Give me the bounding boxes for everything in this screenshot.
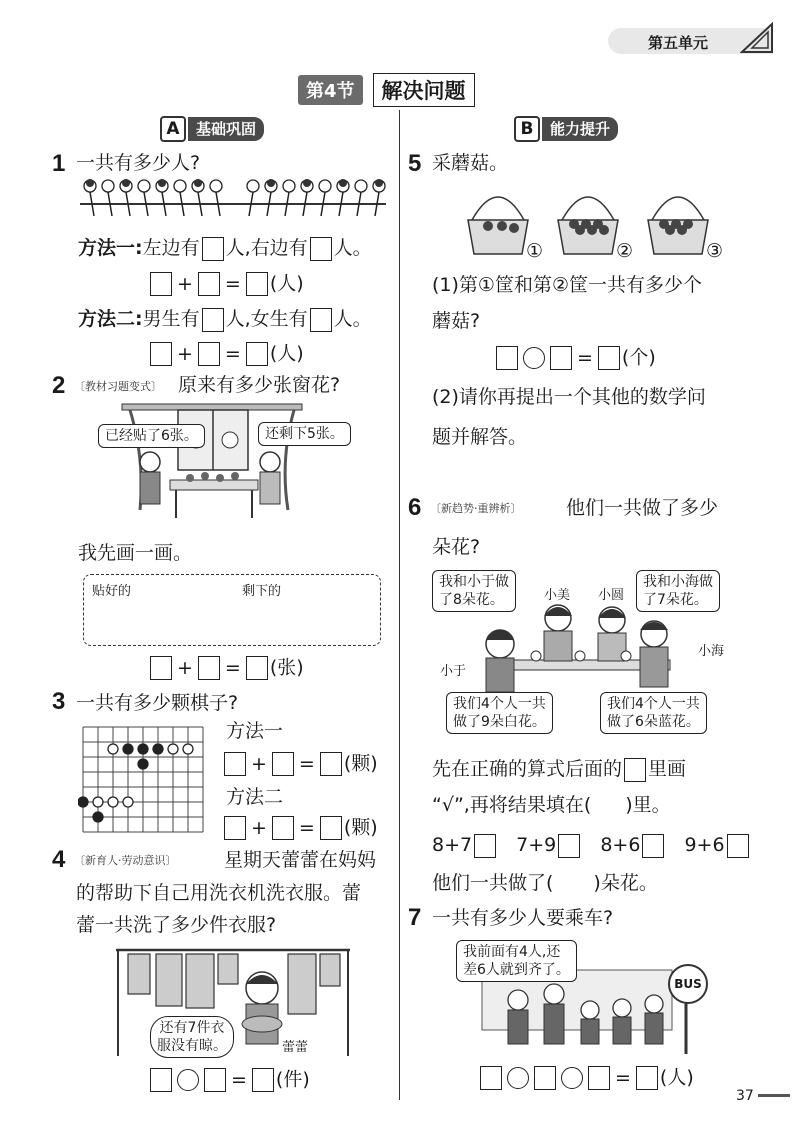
question-4-line-1: 星期天蕾蕾在妈妈 <box>224 849 377 871</box>
bubble-line-2: 服没有晾。 <box>157 1038 227 1054</box>
name-xiaoyuan: 小圆 <box>598 588 625 603</box>
answer-text: 他们一共做了( <box>432 872 554 894</box>
basket-3-label: ③ <box>706 240 724 262</box>
q1-method-2-line <box>78 306 372 332</box>
operator-circle[interactable] <box>523 347 545 369</box>
bus-sign <box>668 964 708 1004</box>
q1-m2-end-text: 人。 <box>333 308 372 330</box>
equals-sign: = <box>615 1066 631 1089</box>
operator-circle[interactable] <box>561 1067 583 1089</box>
q5-sub-1-line-2: 蘑菇? <box>432 310 481 332</box>
plus-sign: + <box>251 752 267 775</box>
speech-bubble-top-left <box>432 570 516 612</box>
q1-method-2-label: 方法二: <box>78 308 143 330</box>
question-1-text: 一共有多少人? <box>76 152 201 174</box>
q1-method-1-label: 方法一: <box>78 237 143 259</box>
question-6-tag: 〔新趋势·重辨析〕 <box>430 502 522 515</box>
answer-box[interactable] <box>150 272 172 296</box>
q5-sub-2-line-2: 题并解答。 <box>432 426 528 448</box>
speech-bubble-left: 已经贴了6张。 <box>98 424 205 448</box>
option-2-expression: 7+9 <box>516 834 557 856</box>
answer-box[interactable] <box>150 1068 172 1092</box>
question-4-line-3: 蕾一共洗了多少件衣服? <box>76 914 277 936</box>
answer-box[interactable] <box>198 272 220 296</box>
q2-equation <box>148 654 304 681</box>
bubble-line-1: 还有7件衣 <box>159 1020 225 1036</box>
section-number-badge: 第4节 <box>298 75 363 105</box>
bubble-line-2: 了7朵花。 <box>643 592 708 608</box>
q1-m2-left-text: 男生有 <box>142 308 200 330</box>
answer-box[interactable] <box>150 656 172 680</box>
answer-box[interactable] <box>246 272 268 296</box>
plus-sign: + <box>177 342 193 365</box>
unit-label: (个) <box>621 346 656 369</box>
instruction-text: 里画 <box>648 758 687 780</box>
example-box <box>624 758 646 782</box>
bubble-line-1: 我前面有4人,还 <box>463 944 561 960</box>
operator-circle[interactable] <box>177 1069 199 1091</box>
instruction-text: 先在正确的算式后面的 <box>432 758 623 780</box>
equals-sign: = <box>298 752 315 775</box>
equals-sign: = <box>231 1068 247 1091</box>
answer-box[interactable] <box>320 752 342 776</box>
bubble-line-1: 我们4个人一共 <box>453 696 546 712</box>
section-title <box>298 73 475 107</box>
plus-sign: + <box>177 656 193 679</box>
tug-of-war-illustration <box>78 178 388 220</box>
question-6-line-1: 他们一共做了多少 <box>566 497 719 519</box>
bubble-line-2: 差6人就到齐了。 <box>463 962 570 978</box>
answer-box[interactable] <box>636 1066 658 1090</box>
q5-sub-2-line-1: (2)请你再提出一个其他的数学问 <box>432 386 706 408</box>
section-a-header <box>160 116 264 142</box>
q1-m1-end-text: 人。 <box>333 237 372 259</box>
question-1-number: 1 <box>52 150 66 177</box>
q1-m1-mid-text: 人,右边有 <box>225 237 308 259</box>
character-name: 蕾蕾 <box>282 1040 309 1055</box>
answer-box[interactable] <box>202 308 224 332</box>
question-4-number: 4 <box>52 846 66 873</box>
bubble-line-2: 了8朵花。 <box>439 592 504 608</box>
speech-bubble <box>456 940 577 982</box>
go-board-illustration <box>78 722 208 842</box>
question-4-line-2: 的帮助下自己用洗衣机洗衣服。蕾 <box>76 882 362 904</box>
page-header <box>0 0 800 60</box>
equals-sign: = <box>298 816 315 839</box>
q1-equation-2 <box>148 340 304 367</box>
question-3-number: 3 <box>52 688 66 715</box>
q5-equation <box>494 344 656 371</box>
section-b-label: 能力提升 <box>542 117 618 141</box>
operator-circle[interactable] <box>507 1067 529 1089</box>
bubble-line-1: 我和小于做 <box>439 574 509 590</box>
instruction-text: “√”,再将结果填在( <box>432 794 592 816</box>
answer-box[interactable] <box>534 1066 556 1090</box>
answer-box[interactable] <box>496 346 518 370</box>
answer-box[interactable] <box>224 816 246 840</box>
section-b-header <box>514 116 618 142</box>
section-a-label: 基础巩固 <box>188 117 264 141</box>
answer-box[interactable] <box>550 346 572 370</box>
answer-box[interactable] <box>246 656 268 680</box>
unit-label: (颗) <box>343 752 378 775</box>
check-box[interactable] <box>727 834 749 858</box>
footer-decoration <box>758 1094 790 1097</box>
question-7-number: 7 <box>408 904 422 931</box>
answer-box[interactable] <box>150 342 172 366</box>
answer-box[interactable] <box>310 308 332 332</box>
speech-bubble-bottom-right <box>600 692 707 734</box>
q6-instruction-1 <box>432 756 686 782</box>
instruction-text: )里。 <box>625 794 671 816</box>
q2-draw-prompt: 我先画一画。 <box>78 542 193 564</box>
question-2-number: 2 <box>52 372 66 399</box>
q3-method-1-label: 方法一 <box>226 720 284 742</box>
pasted-label: 贴好的 <box>92 584 132 599</box>
speech-bubble-bottom-left <box>446 692 553 734</box>
q1-method-1-line <box>78 235 372 261</box>
answer-box[interactable] <box>272 816 294 840</box>
question-3-text: 一共有多少颗棋子? <box>76 692 239 714</box>
equals-sign: = <box>224 272 241 295</box>
bubble-line-2: 做了9朵白花。 <box>453 714 546 730</box>
question-5-text: 采蘑菇。 <box>432 152 509 174</box>
q3-method-2-label: 方法二 <box>226 786 284 808</box>
answer-box[interactable] <box>272 752 294 776</box>
q6-answer-line <box>432 870 658 896</box>
window-paper-cut-illustration <box>120 400 304 524</box>
name-xiaoyu: 小于 <box>440 664 467 679</box>
unit-label: (件) <box>275 1068 310 1091</box>
basket-1-label: ① <box>526 240 544 262</box>
question-4-tag: 〔新育人·劳动意识〕 <box>74 854 177 867</box>
flower-making-illustration <box>440 600 730 696</box>
column-divider <box>399 110 400 1100</box>
q6-options <box>432 832 751 858</box>
answer-box[interactable] <box>598 346 620 370</box>
name-xiaomei: 小美 <box>544 588 571 603</box>
answer-box[interactable] <box>588 1066 610 1090</box>
question-7-text: 一共有多少人要乘车? <box>432 907 614 929</box>
section-a-letter: A <box>160 116 186 142</box>
q3-equation-1 <box>222 750 378 777</box>
unit-label: (人) <box>269 272 304 295</box>
option-1-expression: 8+7 <box>432 834 473 856</box>
question-6-number: 6 <box>408 494 422 521</box>
plus-sign: + <box>251 816 267 839</box>
q4-equation <box>148 1066 310 1093</box>
answer-text: )朵花。 <box>593 872 658 894</box>
q1-equation-1 <box>148 270 304 297</box>
name-xiaohai: 小海 <box>698 644 725 659</box>
bubble-line-2: 做了6朵蓝花。 <box>607 714 700 730</box>
check-box[interactable] <box>474 834 496 858</box>
unit-label: (张) <box>269 656 304 679</box>
q5-sub-1-line-1: (1)第①筐和第②筐一共有多少个 <box>432 274 702 296</box>
answer-box[interactable] <box>246 342 268 366</box>
question-2-tag: 〔教材习题变式〕 <box>74 380 162 393</box>
bus-sign-text: BUS <box>674 977 702 991</box>
bubble-line-1: 我们4个人一共 <box>607 696 700 712</box>
unit-label: (人) <box>269 342 304 365</box>
page-number: 37 <box>736 1088 754 1104</box>
option-3-expression: 8+6 <box>600 834 641 856</box>
section-b-letter: B <box>514 116 540 142</box>
answer-box[interactable] <box>480 1066 502 1090</box>
plus-sign: + <box>177 272 193 295</box>
check-box[interactable] <box>558 834 580 858</box>
speech-bubble-top-right <box>636 570 720 612</box>
unit-label: 第五单元 <box>648 34 709 52</box>
equals-sign: = <box>577 346 593 369</box>
answer-box[interactable] <box>198 342 220 366</box>
basket-2-label: ② <box>616 240 634 262</box>
option-4-expression: 9+6 <box>684 834 725 856</box>
q3-equation-2 <box>222 814 378 841</box>
unit-label: (颗) <box>343 816 378 839</box>
q1-m1-left-text: 左边有 <box>142 237 200 259</box>
ruler-triangle-icon <box>740 22 774 54</box>
equals-sign: = <box>224 342 241 365</box>
q6-instruction-2 <box>432 792 671 818</box>
mushroom-baskets-illustration <box>464 180 734 260</box>
question-2-text: 原来有多少张窗花? <box>178 374 341 396</box>
speech-bubble <box>150 1016 234 1058</box>
remaining-label: 剩下的 <box>242 584 282 599</box>
check-box[interactable] <box>642 834 664 858</box>
q7-equation <box>478 1064 694 1091</box>
speech-bubble-right: 还剩下5张。 <box>258 422 351 446</box>
question-5-number: 5 <box>408 150 422 177</box>
question-6-line-2: 朵花? <box>432 536 481 558</box>
answer-box[interactable] <box>224 752 246 776</box>
answer-box[interactable] <box>252 1068 274 1092</box>
answer-box[interactable] <box>320 816 342 840</box>
q1-m2-mid-text: 人,女生有 <box>225 308 308 330</box>
equals-sign: = <box>224 656 241 679</box>
bubble-line-1: 我和小海做 <box>643 574 713 590</box>
unit-label: (人) <box>659 1066 694 1089</box>
section-name: 解决问题 <box>373 73 475 107</box>
answer-box[interactable] <box>198 656 220 680</box>
answer-box[interactable] <box>310 237 332 261</box>
answer-box[interactable] <box>202 237 224 261</box>
answer-box[interactable] <box>204 1068 226 1092</box>
